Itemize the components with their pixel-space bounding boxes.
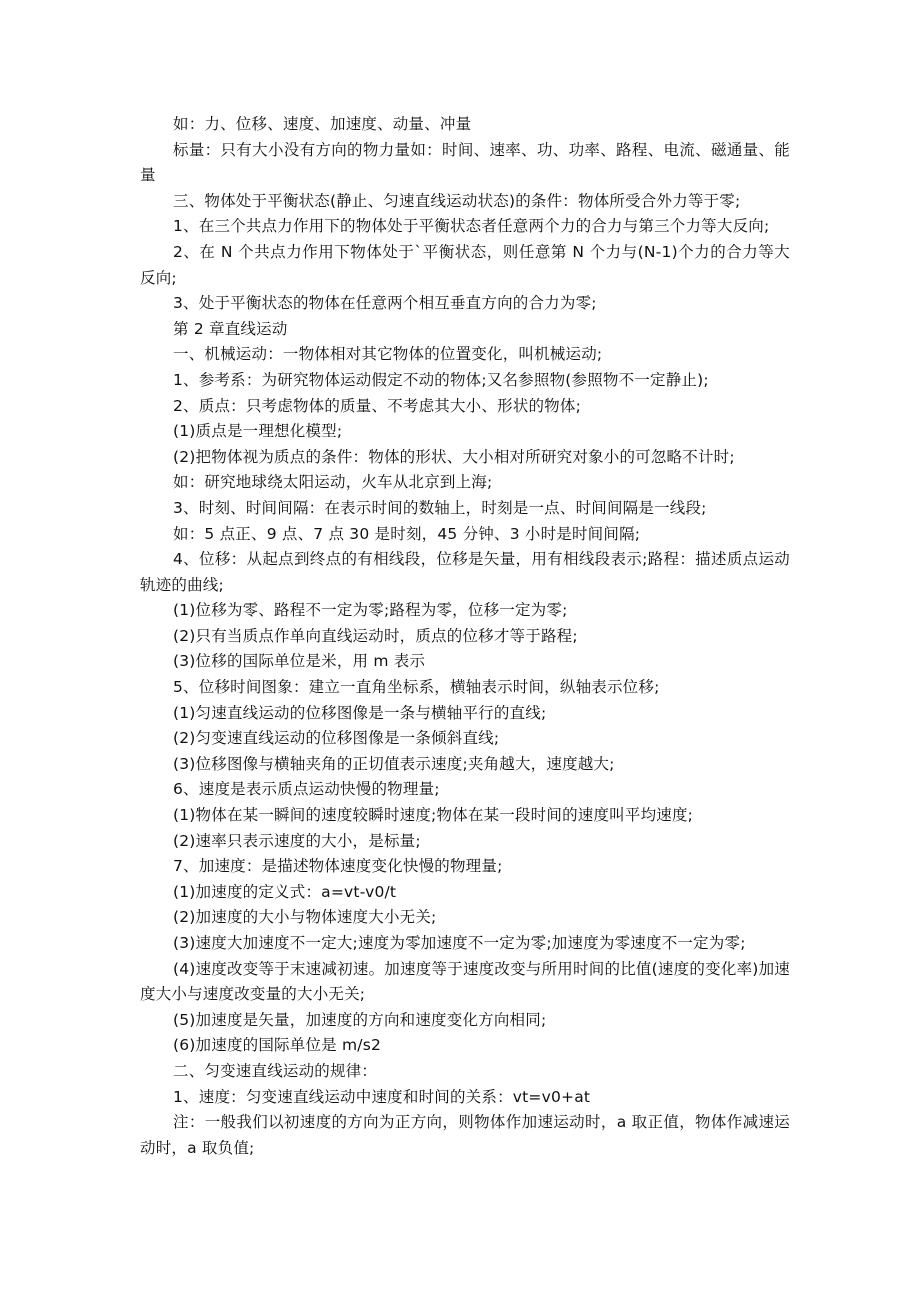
paragraph: 6、速度是表示质点运动快慢的物理量; [173,780,440,799]
section-heading: 二、匀变速直线运动的规律： [173,1061,378,1080]
paragraph: (1)质点是一理想化模型; [173,422,343,441]
paragraph: 1、参考系：为研究物体运动假定不动的物体;又名参照物(参照物不一定静止); [173,370,709,389]
paragraph: 4、位移：从起点到终点的有相线段，位移是矢量，用有相线段表示;路程：描述质点运动轨迹的曲线; [140,550,790,594]
paragraph: (1)匀速直线运动的位移图像是一条与横轴平行的直线; [173,703,547,722]
paragraph: (1)加速度的定义式：a=vt-v0/t [173,882,397,901]
paragraph: 2、质点：只考虑物体的质量、不考虑其大小、形状的物体; [173,396,581,415]
paragraph: (1)位移为零、路程不一定为零;路程为零，位移一定为零; [173,601,568,620]
paragraph: 三、物体处于平衡状态(静止、匀速直线运动状态)的条件：物体所受合外力等于零; [173,191,741,210]
paragraph: (1)物体在某一瞬间的速度较瞬时速度;物体在某一段时间的速度叫平均速度; [173,806,694,825]
paragraph: (3)速度大加速度不一定大;速度为零加速度不一定为零;加速度为零速度不一定为零; [173,934,746,952]
paragraph: 如：研究地球绕太阳运动，火车从北京到上海; [173,473,493,492]
paragraph: (2)只有当质点作单向直线运动时，质点的位移才等于路程; [173,626,578,645]
paragraph: (3)位移图像与横轴夹角的正切值表示速度;夹角越大，速度越大; [173,754,615,773]
paragraph: (2)加速度的大小与物体速度大小无关; [173,908,437,927]
paragraph: 1、速度：匀变速直线运动中速度和时间的关系：vt=v0+at [173,1087,591,1106]
paragraph: 3、处于平衡状态的物体在任意两个相互垂直方向的合力为零; [173,294,597,313]
paragraph: (2)匀变速直线运动的位移图像是一条倾斜直线; [173,729,500,748]
paragraph: (6)加速度的国际单位是 m/s2 [173,1036,382,1055]
paragraph: (3)位移的国际单位是米，用 m 表示 [173,652,426,671]
document-body [140,112,790,1161]
paragraph: 一、机械运动：一物体相对其它物体的位置变化，叫机械运动; [173,345,603,364]
paragraph: 3、时刻、时间间隔：在表示时间的数轴上，时刻是一点、时间间隔是一线段; [173,498,707,517]
paragraph: 1、在三个共点力作用下的物体处于平衡状态者任意两个力的合力与第三个力等大反向; [173,217,770,236]
paragraph: (2)速率只表示速度的大小，是标量; [173,831,421,850]
paragraph: 7、加速度：是描述物体速度变化快慢的物理量; [173,857,503,876]
paragraph: 如：力、位移、速度、加速度、动量、冲量 [173,115,472,133]
paragraph: (2)把物体视为质点的条件：物体的形状、大小相对所研究对象小的可忽略不计时; [173,447,735,466]
paragraph: 标量：只有大小没有方向的物力量如：时间、速率、功、功率、路程、电流、磁通量、能量 [140,140,790,185]
paragraph: 5、位移时间图象：建立一直角坐标系，横轴表示时间，纵轴表示位移; [173,678,660,697]
paragraph: (4)速度改变等于末速减初速。加速度等于速度改变与所用时间的比值(速度的变化率)加速度大小与速度改变量的大小无关; [140,959,790,1004]
paragraph: 2、在 N 个共点力作用下物体处于`平衡状态，则任意第 N 个力与(N-1)个力的合力等大反向; [140,242,790,287]
paragraph: 注：一般我们以初速度的方向为正方向，则物体作加速运动时，a 取正值，物体作减速运动时，a 取负值; [140,1113,790,1157]
paragraph: (5)加速度是矢量，加速度的方向和速度变化方向相同; [173,1010,547,1029]
paragraph: 如：5 点正、9 点、7 点 30 是时刻，45 分钟、3 小时是时间间隔; [173,524,641,543]
chapter-heading: 第 2 章直线运动 [173,319,288,338]
